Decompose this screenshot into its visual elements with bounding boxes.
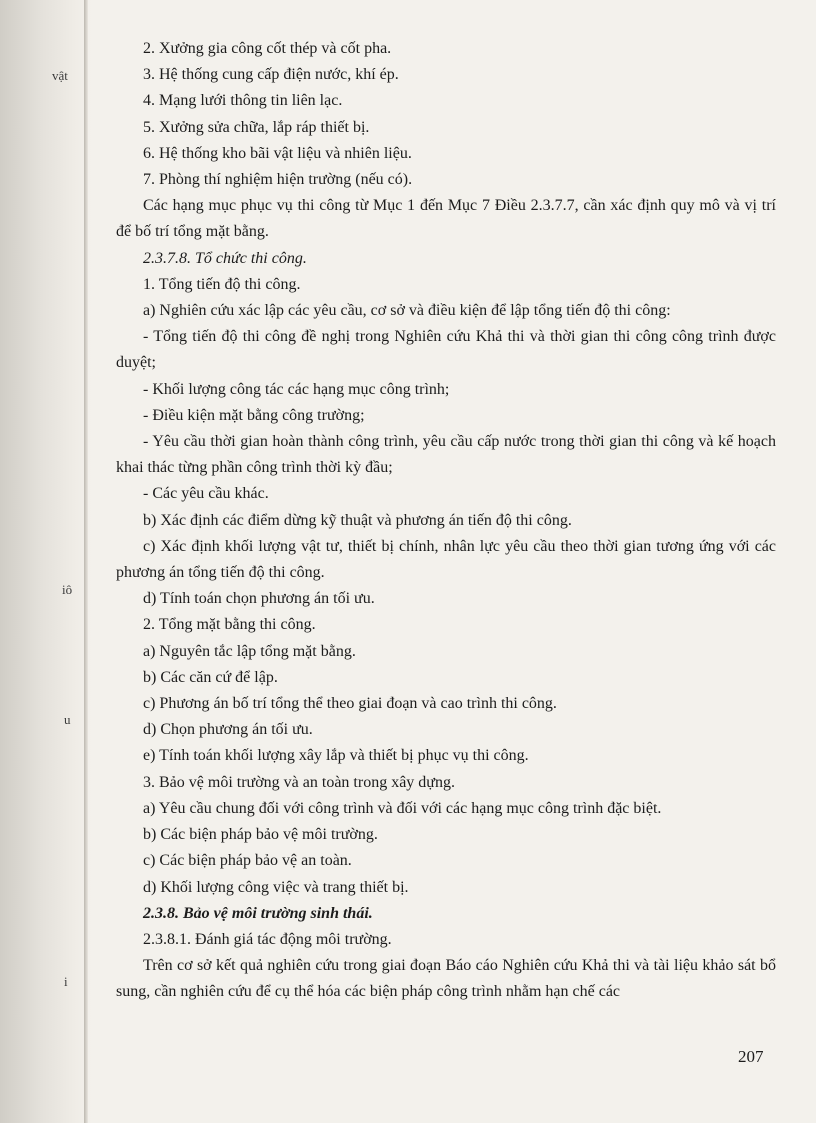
text-line: a) Yêu cầu chung đối với công trình và đối với các hạng mục công trình đặc biệt. [143, 799, 662, 817]
margin-text-fragment: u [64, 712, 71, 727]
text-line: - Tổng tiến độ thi công đề nghị trong Nghiên cứu Khả thi và thời gian thi công công trình được duyệt; [116, 328, 776, 372]
page-fold [84, 0, 88, 1123]
margin-text-fragment: vật [52, 68, 68, 83]
text-line: 2.3.8.1. Đánh giá tác động môi trường. [143, 930, 392, 948]
text-line: d) Khối lượng công việc và trang thiết bị. [143, 878, 409, 896]
text-line: d) Tính toán chọn phương án tối ưu. [143, 590, 375, 608]
text-line: e) Tính toán khối lượng xây lắp và thiết bị phục vụ thi công. [143, 747, 529, 765]
text-line: 2. Tổng mặt bằng thi công. [143, 616, 316, 634]
text-line: d) Chọn phương án tối ưu. [143, 721, 313, 739]
text-line: c) Xác định khối lượng vật tư, thiết bị chính, nhân lực yêu cầu theo thời gian tương ứng với các phương án tổng tiến độ thi công. [116, 537, 776, 582]
margin-text-fragment: iô [62, 582, 73, 597]
text-line: b) Các biện pháp bảo vệ môi trường. [143, 826, 378, 844]
text-line: 6. Hệ thống kho bãi vật liệu và nhiên liệu. [143, 144, 412, 162]
text-line: Trên cơ sở kết quả nghiên cứu trong giai đoạn Báo cáo Nghiên cứu Khả thi và tài liệu khảo sát bổ sung, cần nghiên cứu để cụ thể hóa các biện pháp công trình nhằm hạn chế các [116, 957, 776, 1001]
text-line: b) Xác định các điểm dừng kỹ thuật và phương án tiến độ thi công. [143, 511, 572, 529]
text-line: c) Các biện pháp bảo vệ an toàn. [143, 852, 352, 870]
text-line: - Điều kiện mặt bằng công trường; [143, 406, 365, 424]
text-line: Các hạng mục phục vụ thi công từ Mục 1 đến Mục 7 Điều 2.3.7.7, cần xác định quy mô và vị trí để bố trí tổng mặt bằng. [116, 197, 776, 241]
book-binding-shadow [0, 0, 92, 1123]
text-line: 3. Hệ thống cung cấp điện nước, khí ép. [143, 66, 399, 84]
text-line: 2. Xưởng gia công cốt thép và cốt pha. [143, 40, 392, 57]
text-line: c) Phương án bố trí tổng thể theo giai đoạn và cao trình thi công. [143, 695, 557, 713]
text-line: 2.3.7.8. Tổ chức thi công. [143, 249, 307, 267]
text-line: a) Nguyên tắc lập tổng mặt bằng. [143, 642, 356, 660]
text-line: a) Nghiên cứu xác lập các yêu cầu, cơ sở và điều kiện để lập tổng tiến độ thi công: [143, 302, 671, 320]
page-number: 207 [738, 1047, 764, 1066]
text-line: 3. Bảo vệ môi trường và an toàn trong xây dựng. [143, 773, 455, 791]
text-line: - Khối lượng công tác các hạng mục công trình; [143, 380, 450, 398]
text-line: b) Các căn cứ để lập. [143, 668, 278, 686]
page-body-text [116, 36, 776, 1006]
text-line: 2.3.8. Bảo vệ môi trường sinh thái. [143, 904, 373, 922]
text-line: - Yêu cầu thời gian hoàn thành công trình, yêu cầu cấp nước trong thời gian thi công và kế hoạch khai thác từng phần công trình thời kỳ đầu; [116, 433, 776, 477]
text-line: - Các yêu cầu khác. [143, 485, 269, 503]
margin-text-fragment: i [64, 974, 68, 989]
text-line: 5. Xưởng sửa chữa, lắp ráp thiết bị. [143, 118, 370, 136]
text-line: 1. Tổng tiến độ thi công. [143, 275, 301, 293]
text-line: 4. Mạng lưới thông tin liên lạc. [143, 92, 343, 110]
text-line: 7. Phòng thí nghiệm hiện trường (nếu có). [143, 171, 413, 189]
